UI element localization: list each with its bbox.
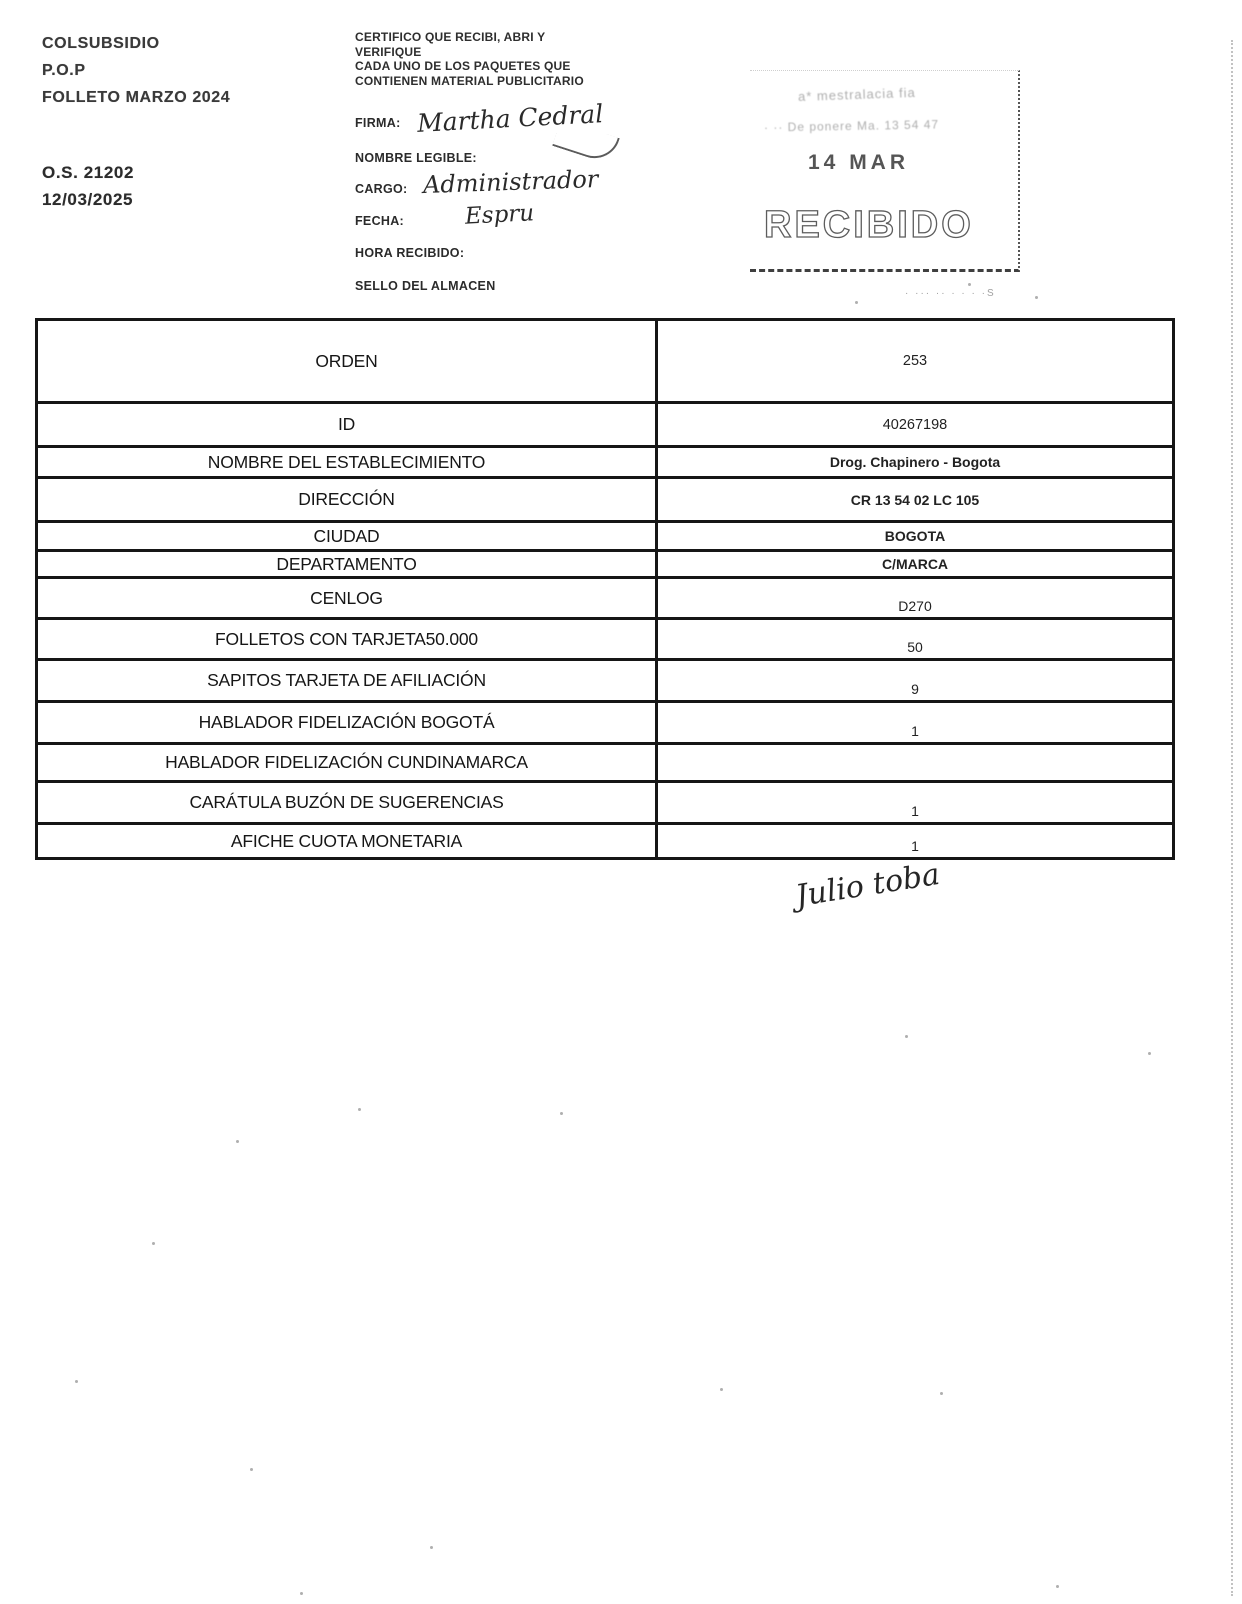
cargo-handwriting: Administrador [422,164,599,200]
scan-speckle [720,1388,723,1391]
table-row [38,549,1172,576]
row-label: AFICHE CUOTA MONETARIA [230,830,463,851]
row-value [655,745,1172,780]
scan-speckle [905,1035,908,1038]
scan-speckle [152,1242,155,1245]
scan-speckle [940,1392,943,1395]
table-row [38,617,1172,658]
table-row [38,476,1172,520]
row-value: Drog. Chapinero - Bogota [655,448,1172,476]
stamp-illegible-line: · ·· De ponere Ma. 13 54 47 [763,117,940,135]
scan-speckle [968,283,971,286]
row-label: DEPARTAMENTO [276,553,417,574]
row-label: CENLOG [310,587,383,608]
row-value: 1 [655,825,1172,857]
header-date: 12/03/2025 [42,190,134,209]
order-service-number: O.S. 21202 [42,163,135,182]
certification-statement: CADA UNO DE LOS PAQUETES QUE [355,59,571,73]
row-label: ID [337,414,356,434]
row-value: 1 [655,783,1172,822]
fecha-label: FECHA: [355,214,405,228]
certification-statement: CONTIENEN MATERIAL PUBLICITARIO [355,73,584,88]
row-value: CR 13 54 02 LC 105 [655,479,1172,520]
brand-name: COLSUBSIDIO [42,35,160,52]
stamp-received-word [762,199,1006,247]
scan-speckle [75,1380,78,1383]
table-row [38,576,1172,617]
hora-recibido-label: HORA RECIBIDO: [355,246,465,260]
row-value: C/MARCA [655,552,1172,576]
row-label: NOMBRE DEL ESTABLECIMIENTO [207,451,486,472]
row-value: 50 [655,620,1172,658]
scan-speckle [300,1592,303,1595]
scan-speckle [358,1108,361,1111]
header-line-campaign: FOLLETO MARZO 2024 [42,89,231,106]
table-row [38,321,1172,401]
table-row [38,700,1172,742]
fecha-handwriting: Espru [464,200,535,230]
header-line-pop: P.O.P [42,62,86,79]
table-row [38,445,1172,476]
row-label: CARÁTULA BUZÓN DE SUGERENCIAS [189,792,504,812]
row-value: BOGOTA [655,523,1172,549]
scan-speckle [250,1468,253,1471]
table-row [38,520,1172,549]
certification-block [355,30,655,293]
svg-text:RECIBIDO: RECIBIDO [764,204,974,246]
table-row [38,822,1172,857]
row-value: 9 [655,661,1172,700]
scan-speckle [560,1112,563,1115]
row-label: HABLADOR FIDELIZACIÓN CUNDINAMARCA [165,752,528,772]
row-label: ORDEN [315,350,378,371]
sello-almacen-label: SELLO DEL ALMACEN [355,279,496,293]
document-header [42,30,342,213]
table-row [38,742,1172,780]
scan-edge-artifact [1231,40,1233,1596]
row-label: HABLADOR FIDELIZACIÓN BOGOTÁ [198,712,495,732]
scan-speckle [236,1140,239,1143]
nombre-legible-label: NOMBRE LEGIBLE: [355,151,477,165]
table-row [38,780,1172,822]
stamp-illegible-line: a* mestralacia fia [797,84,916,105]
row-label: FOLLETOS CON TARJETA50.000 [215,628,478,649]
row-value: 1 [655,703,1172,742]
row-label: DIRECCIÓN [298,489,395,509]
row-label: CIUDAD [313,525,380,546]
firma-label: FIRMA: [355,116,401,130]
cargo-label: CARGO: [355,182,408,196]
scan-speckle [430,1546,433,1549]
signature-handwriting: Martha Cedral [416,99,604,138]
stamp-date: 14 MAR [808,151,910,174]
stamp-bottom-specks: · ··· ·· · · · ·S [905,288,996,299]
scan-speckle [1035,296,1038,299]
row-label: SAPITOS TARJETA DE AFILIACIÓN [207,670,486,690]
handwritten-note: Julio toba [793,856,943,915]
certification-statement: VERIFIQUE [355,44,422,59]
scan-speckle [1056,1585,1059,1588]
table-row [38,658,1172,700]
received-stamp [750,70,1020,272]
row-value: 253 [655,321,1172,401]
row-value: D270 [655,579,1172,617]
row-value: 40267198 [655,404,1172,445]
table-row [38,401,1172,445]
certification-statement: CERTIFICO QUE RECIBI, ABRI Y [355,30,546,44]
scan-speckle [855,301,858,304]
scan-speckle [1148,1052,1151,1055]
delivery-table [35,318,1175,860]
